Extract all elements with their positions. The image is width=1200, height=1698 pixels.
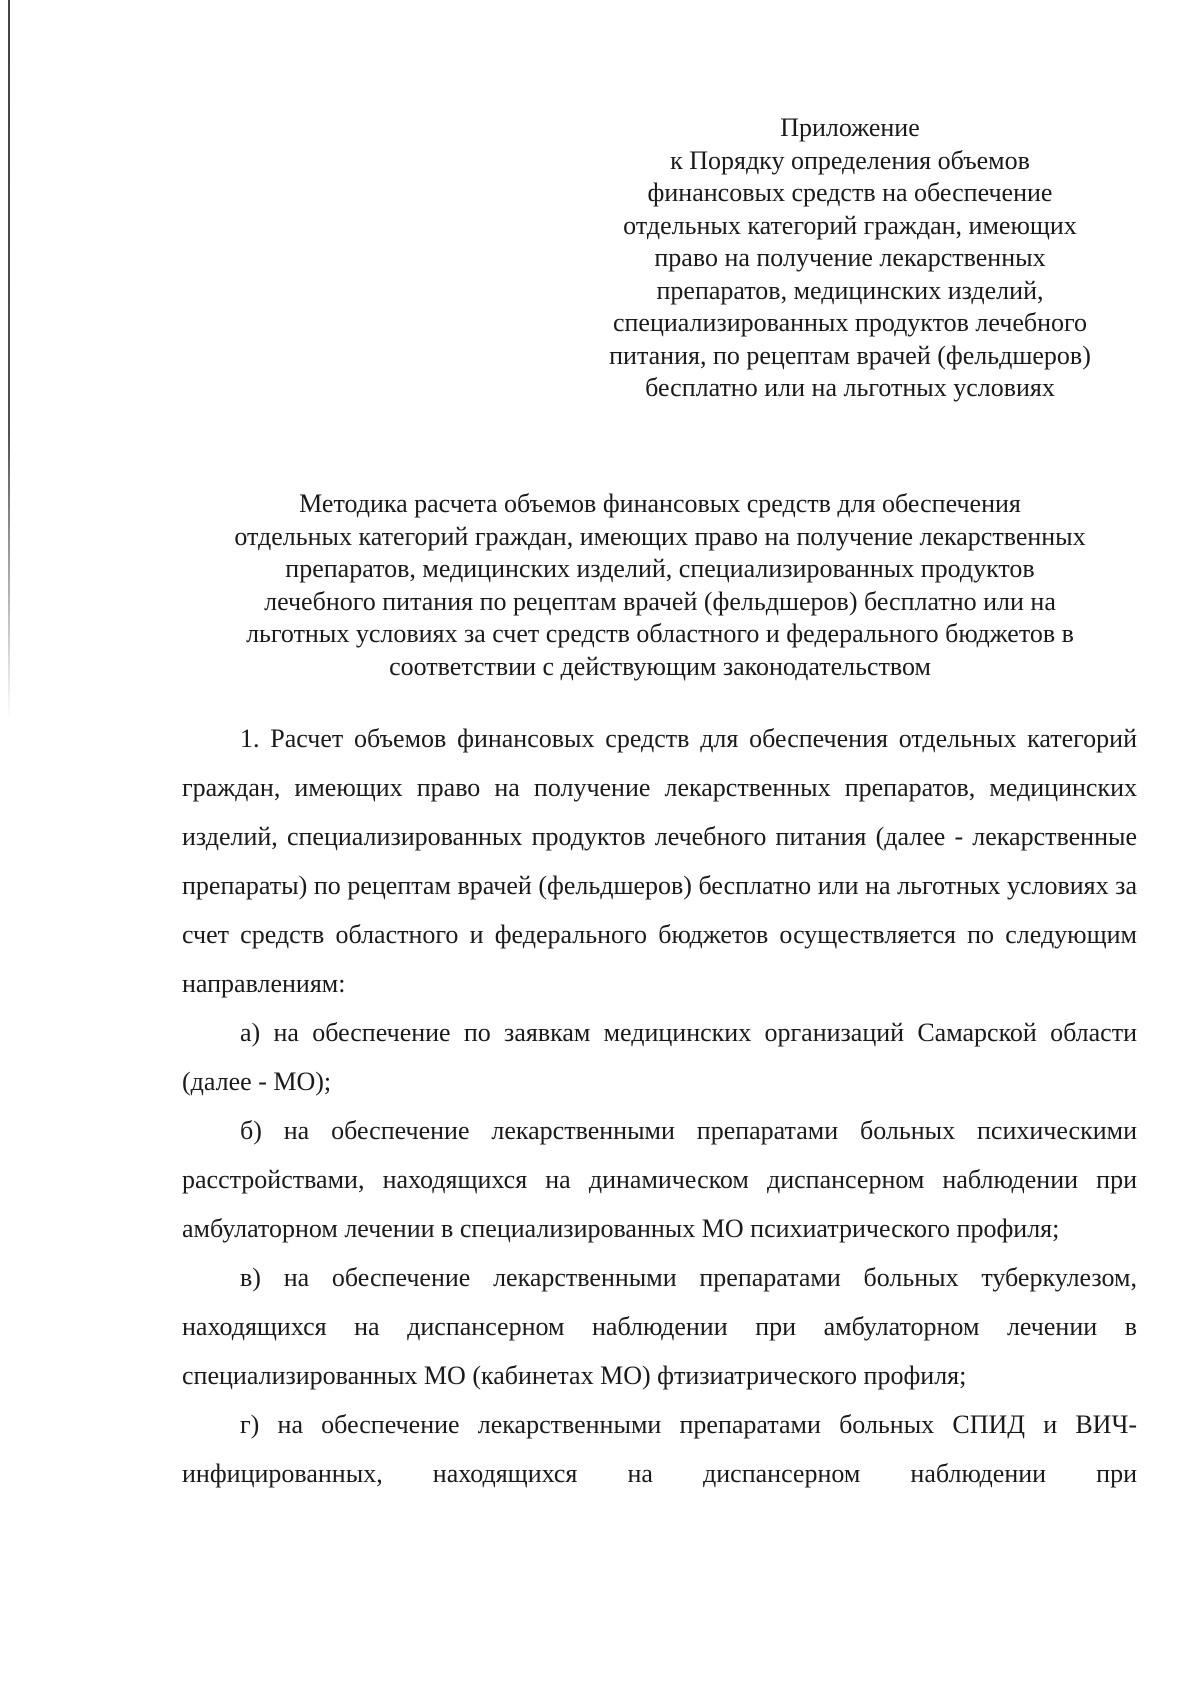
title-line: препаратов, медицинских изделий, специализированных продуктов	[285, 554, 1035, 583]
paragraph-1: 1. Расчет объемов финансовых средств для обеспечения отдельных категорий граждан, имеющих право на получение лекарственных препаратов, медицинских изделий, специализированных продуктов лечебного питания (далее - лекарственные препараты) по рецептам врачей (фельдшеров) бесплатно или на льготных условиях за счет средств областного и федерального бюджетов осуществляется по следующим направлениям:	[182, 724, 1137, 998]
item-g: г) на обеспечение лекарственными препаратами больных СПИД и ВИЧ-инфицированных, находящихся на диспансерном наблюдении при	[182, 1410, 1137, 1488]
scan-border-line	[8, 0, 10, 720]
appendix-line: право на получение лекарственных	[654, 243, 1046, 272]
title-line: соответствии с действующим законодательством	[389, 651, 931, 681]
appendix-line: препаратов, медицинских изделий,	[656, 275, 1044, 305]
appendix-header	[570, 112, 1130, 405]
item-b: б) на обеспечение лекарственными препаратами больных психическими расстройствами, находящихся на динамическом диспансерном наблюдении при амбулаторном лечении в специализированных МО психиатрического профиля;	[182, 1116, 1137, 1243]
appendix-line: питания, по рецептам врачей (фельдшеров)	[609, 340, 1091, 370]
appendix-line: финансовых средств на обеспечение	[647, 178, 1053, 207]
appendix-line: Приложение	[780, 113, 920, 142]
item-a: а) на обеспечение по заявкам медицинских организаций Самарской области (далее - МО);	[182, 1018, 1137, 1096]
title-line: Методика расчета объемов финансовых средств для обеспечения	[299, 489, 1021, 518]
appendix-line: бесплатно или на льготных условиях	[645, 373, 1055, 402]
appendix-line: к Порядку определения объемов	[670, 145, 1030, 175]
title-line: отдельных категорий граждан, имеющих право на получение лекарственных	[234, 521, 1086, 551]
appendix-line: специализированных продуктов лечебного	[612, 308, 1088, 337]
title-line: льготных условиях за счет средств областного и федерального бюджетов в	[246, 619, 1074, 648]
document-title	[175, 488, 1145, 683]
item-v: в) на обеспечение лекарственными препаратами больных туберкулезом, находящихся на диспансерном наблюдении при амбулаторном лечении в специализированных МО (кабинетах МО) фтизиатрического профиля;	[182, 1263, 1137, 1390]
document-body	[182, 714, 1137, 1498]
title-line: лечебного питания по рецептам врачей (фельдшеров) бесплатно или на	[264, 586, 1056, 616]
appendix-line: отдельных категорий граждан, имеющих	[623, 210, 1077, 240]
